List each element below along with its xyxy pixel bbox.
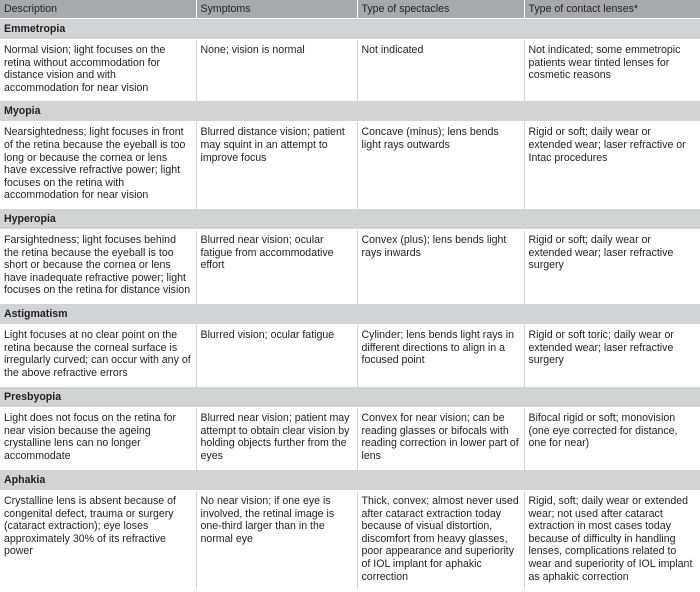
contacts-cell: Not indicated; some emmetropic patients wear tinted lenses for cosmetic reasons <box>524 40 700 101</box>
section-title: Presbyopia <box>0 386 700 407</box>
section-hyperopia <box>0 208 700 229</box>
table-row <box>0 122 700 209</box>
section-title: Hyperopia <box>0 208 700 229</box>
contacts-cell: Bifocal rigid or soft; monovision (one eye corrected for distance, one for near) <box>524 407 700 469</box>
spectacles-cell: Thick, convex; almost never used after cataract extraction today because of visual distortion, discomfort from heavy glasses, poor appearance and superiority of IOL implant for aphakic correction <box>357 490 524 589</box>
table-row <box>0 229 700 303</box>
spectacles-cell: Not indicated <box>357 40 524 101</box>
spectacles-cell: Convex (plus); lens bends light rays inwards <box>357 229 524 303</box>
symptoms-cell: Blurred distance vision; patient may squint in an attempt to improve focus <box>196 122 357 209</box>
section-title: Emmetropia <box>0 19 700 40</box>
section-astigmatism <box>0 303 700 324</box>
contacts-cell: Rigid or soft; daily wear or extended wear; laser refractive or Intac procedures <box>524 122 700 209</box>
section-aphakia <box>0 469 700 490</box>
section-title: Myopia <box>0 101 700 122</box>
header-spectacles: Type of spectacles <box>357 0 524 19</box>
symptoms-cell: Blurred vision; ocular fatigue <box>196 324 357 386</box>
spectacles-cell: Cylinder; lens bends light rays in different directions to align in a focused point <box>357 324 524 386</box>
section-title: Astigmatism <box>0 303 700 324</box>
description-cell: Nearsightedness; light focuses in front of the retina because the eyeball is too long or because the cornea or lens have excessive refractive power; light focuses on the retina with accommodation for near vision <box>4 126 186 202</box>
contacts-cell: Rigid or soft toric; daily wear or extended wear; laser refractive surgery <box>524 324 700 386</box>
header-description: Description <box>0 0 196 19</box>
description-cell: Normal vision; light focuses on the retina without accommodation for distance vision and with accommodation for near vision <box>4 44 166 94</box>
symptoms-cell: Blurred near vision; patient may attempt to obtain clear vision by holding objects further from the eyes <box>196 407 357 469</box>
contacts-cell: Rigid, soft; daily wear or extended wear; not used after cataract extraction in most cases today because of difficulty in handling lenses, complications related to wear and superiority of IOL implant as aphakic correction <box>524 490 700 589</box>
description-cell: Farsightedness; light focuses behind the retina because the eyeball is too short or because the cornea or lens have inadequate refractive power; light focuses on the retina for distance vision <box>4 233 191 297</box>
spectacles-cell: Concave (minus); lens bends light rays outwards <box>357 122 524 209</box>
description-cell: Light focuses at no clear point on the retina because the corneal surface is irregularly curved; can occur with any of the above refractive errors <box>4 328 191 379</box>
table-row <box>0 407 700 469</box>
table-row <box>0 40 700 101</box>
header-contact-lenses: Type of contact lenses* <box>524 0 700 19</box>
section-presbyopia <box>0 386 700 407</box>
section-myopia <box>0 101 700 122</box>
symptoms-cell: Blurred near vision; ocular fatigue from accommodative effort <box>196 229 357 303</box>
header-row <box>0 0 700 19</box>
section-title: Aphakia <box>0 469 700 490</box>
description-cell: Light does not focus on the retina for near vision because the ageing crystalline lens can no longer accommodate <box>4 411 176 462</box>
contacts-cell: Rigid or soft; daily wear or extended wear; laser refractive surgery <box>524 229 700 303</box>
header-symptoms: Symptoms <box>196 0 357 19</box>
description-cell: Crystalline lens is absent because of congenital defect, trauma or surgery (cataract extraction); eye loses approximately 30% of its refractive power <box>4 494 176 558</box>
table-row <box>0 490 700 589</box>
symptoms-cell: None; vision is normal <box>196 40 357 101</box>
section-emmetropia <box>0 19 700 40</box>
table-row <box>0 324 700 386</box>
spectacles-cell: Convex for near vision; can be reading glasses or bifocals with reading correction in lower part of lens <box>357 407 524 469</box>
symptoms-cell: No near vision; if one eye is involved, the retinal image is one-third larger than in the normal eye <box>196 490 357 589</box>
